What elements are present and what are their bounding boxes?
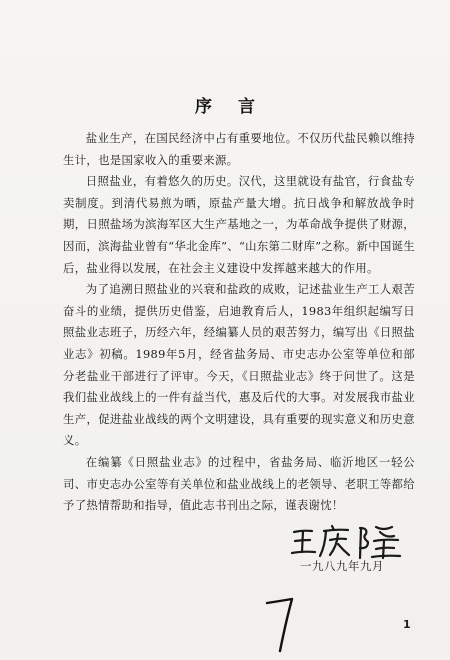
signature-block xyxy=(0,510,450,660)
page-number: 1 xyxy=(403,618,411,631)
preface-body xyxy=(63,128,415,517)
page-title: 序言 xyxy=(195,97,281,117)
paragraph-3: 为了追溯日照盐业的兴衰和盐政的成败，记述盐业生产工人艰苦奋斗的业绩，提供历史借鉴，启迪教育后人，1983年组织起编写日照盐业志班子，历经六年，经编纂人员的艰苦努力，编写出《日照盐业志》初稿。1989年5月，经省盐务局、市史志办公室等单位和部分老盐业干部进行了评审。今天，《日照盐业志》终于问世了。这是我们盐业战线上的一件有益当代，惠及后代的大事。对发展我市盐业生产，促进盐业战线的两个文明建设，具有重要的现实意义和历史意义。 xyxy=(63,282,415,448)
paragraph-2: 日照盐业，有着悠久的历史。汉代，这里就设有盐官，行食盐专卖制度。到清代易煎为晒，原盐产量大增。抗日战争和解放战争时期，日照盐场为滨海军区大生产基地之一，为革命战争提供了财源，因而，滨海盐业曾有“华北金库”、“山东第二财库”之称。新中国诞生后，盐业得以发展，在社会主义建设中发挥越来越大的作用。 xyxy=(63,174,415,275)
paragraph-4: 在编纂《日照盐业志》的过程中，省盐务局、临沂地区一轻公司、市史志办公室等有关单位和盐业战线上的老领导、老职工等都给予了热情帮助和指导，值此志书刊出之际，谨表谢忱！ xyxy=(63,454,415,513)
handwritten-signature xyxy=(288,522,418,562)
paragraph-1: 盐业生产，在国民经济中占有重要地位。不仅历代盐民赖以维持生计，也是国家收入的重要来源。 xyxy=(63,131,415,167)
handwritten-mark-icon xyxy=(262,593,302,655)
document-date: 一九八九年九月 xyxy=(300,559,384,573)
